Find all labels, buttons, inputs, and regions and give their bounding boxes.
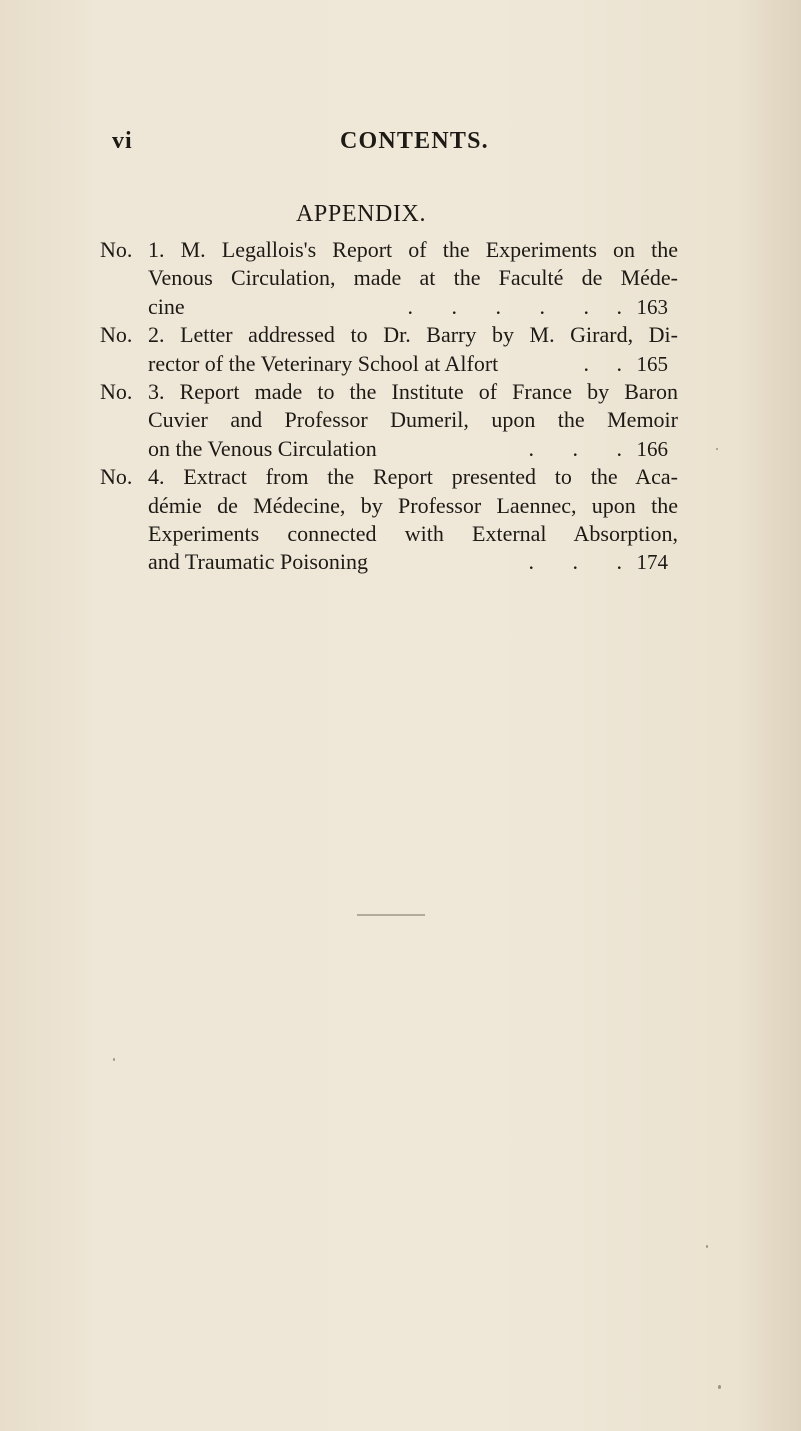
contents-list — [100, 236, 680, 577]
entry-number-label: No. — [100, 322, 133, 348]
entry-line: Experiments connected with External Absorption, — [148, 520, 678, 546]
page-number: 165 — [636, 351, 668, 376]
entry-line: Cuvier and Professor Dumeril, upon the Memoir — [148, 407, 678, 433]
entry-line — [148, 293, 668, 321]
page-number: 166 — [636, 436, 668, 461]
contents-entry — [100, 321, 680, 378]
entry-line: 3. Report made to the Institute of France by Baron — [148, 378, 678, 404]
contents-entry — [100, 378, 680, 463]
entry-body — [148, 463, 680, 577]
decorative-rule — [357, 914, 425, 916]
folio-number: vi — [112, 128, 133, 154]
entry-body — [148, 236, 680, 321]
entry-line: 2. Letter addressed to Dr. Barry by M. Girard, Di- — [148, 322, 678, 348]
entry-body — [148, 378, 680, 463]
dot-leader: . . . — [528, 435, 622, 461]
dot-leader: . . . — [528, 549, 622, 575]
entry-line — [148, 548, 668, 576]
entry-line: Venous Circulation, made at the Faculté de Méde- — [148, 265, 678, 291]
entry-line — [148, 435, 668, 463]
entry-line: 4. Extract from the Report presented to the Aca- — [148, 464, 678, 490]
paper-speck — [716, 448, 718, 450]
paper-speck — [718, 1385, 721, 1389]
page-number: 163 — [636, 294, 668, 319]
paper-speck — [706, 1245, 708, 1248]
dot-leader: . . — [583, 350, 622, 376]
running-title: CONTENTS. — [340, 128, 489, 154]
dot-leader: . . . . . . — [407, 293, 622, 319]
page-number: 174 — [636, 550, 668, 575]
entry-number-label: No. — [100, 464, 133, 490]
entry-line-text: rector of the Veterinary School at Alfort — [148, 350, 499, 376]
entry-line — [148, 350, 668, 378]
entry-number-label: No. — [100, 237, 133, 262]
section-heading: APPENDIX. — [296, 201, 427, 227]
entry-line-text: cine — [148, 293, 185, 319]
entry-line: démie de Médecine, by Professor Laennec, upon the — [148, 492, 678, 518]
running-head — [112, 128, 492, 156]
paper-speck — [113, 1058, 115, 1061]
entry-number-label: No. — [100, 378, 133, 404]
entry-line: 1. M. Legallois's Report of the Experiments on the — [148, 237, 678, 262]
entry-line-text: on the Venous Circulation — [148, 435, 377, 461]
contents-entry — [100, 236, 680, 321]
entry-body — [148, 321, 680, 378]
contents-entry — [100, 463, 680, 577]
entry-line-text: and Traumatic Poisoning — [148, 549, 369, 575]
